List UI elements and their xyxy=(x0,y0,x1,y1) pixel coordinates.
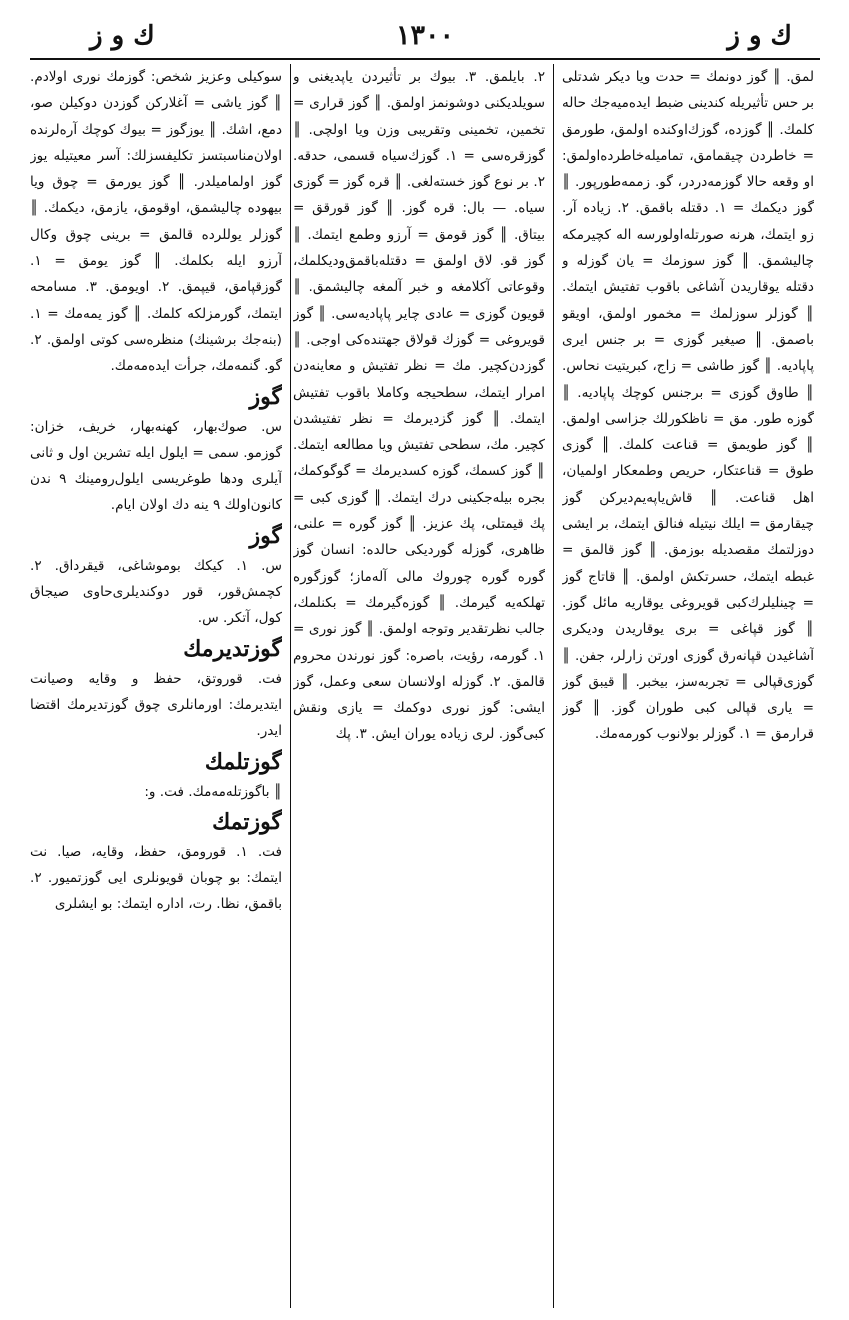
column-right-text: لمق. ║ گوز دونمك = حدت ویا دیکر شدتلی بر حس تأثیریله کندینی ضبط ایده‌میه‌جك حاله کلمك. ║ گوزده، گوزك‌اوکنده اولمق، طورمق = خاطردن چیقمامق، تمامیله‌خاطرده‌اولمق: او وقعه حالا گوزمه‌دردر، گو. زممه‌طورپور. ║ گوز دیکمك = ١. دقتله باقمق. ٢. زیاده آر. زو ایتمك، هرنه صورتله‌اولورسه اله کچیرمکه چالیشمق. ║ گوز سوزمك = یان گوزله و دقتله یوقاریدن آشاغی باقوب تفتیش ایتمك. ║ گوزلر سوزلمك = مخمور اولمق، اویقو باصمق. ║ صیغیر گوزی = بر جنس ایری پاپادیه. ║ گوز طاشی = زاج، کبریتیت نحاس. ║ طاوق گوزی = برجنس کوچك پاپادیه. ║ گوزه طور. مق = ناظکورلك جزاسی اولمق. ║ گوز طویمق = قناعت کلمك. ║ گوزی طوق = قناعتکار، حریص وطمعکار اولمیان، اهل قناعت. ║ قاش‌یاپه‌یم‌دیرکن گوز چیقارمق = ایلك نیتیله فنالق ایتمك، بر ایشی دوزلتمك مقصدیله بوزمق. ║ گوز قالمق = غبطه ایتمك، حسرتکش اولمق. ║ قاتاج گوز = چینلیلرك‌کبی قویروغی یوقاریه مائل گوز. ║ گوز قپاغی = بری یوقاریدن ودیکری آشاغیدن قپانه‌رق گوزی اورتن زارلر، جفن. ║ گوزی‌قپالی = تجربه‌سز، بیخبر. ║ قیبق گوز = یاری قپالی کبی طوران گوز. ║ گوز قرارمق = ١. گوزلر بولانوب کورمه‌مك. xyxy=(562,69,814,743)
column-left xyxy=(30,64,282,1304)
column-middle-text: ٢. بایلمق. ٣. بیوك بر تأثیردن یاپدیغنی و سویلدیکنی دوشونمز اولمق. ║ گوز قراری = تخمین، تخمینی وتقریبی وزن ویا اولچی. ║ گوزقره‌سی = ١. گوزك‌سیاه قسمی، حدقه. ٢. بر نوع گوز خسته‌لغی. ║ قره گوز = گوزی سیاه. — بال: قره گوز. ║ گوز قورقق = بیتاق. ║ گوز قومق = آرزو وطمع ایتمك. ║ گوز قو. لاق اولمق = دقتله‌باقمق‌ودیکلمك، وقوعاتی آکلامغه و خبر آلمغه چالیشمق. ║ قویون گوزی = عادی چایر پاپادیه‌سی. ║ گوز قویروغی = گوزك قولاق جهتنده‌کی اوجی. ║ گوزدن‌کچیر. مك = نظر تفتیش و معاینه‌دن امرار ایتمك، سطحیجه وکاملا باقوب تفتیش ایتمك. ║ گوز گزدیرمك = نظر تفتیشدن کچیر. مك، سطحی تفتیش ویا مطالعه ایتمك. ║ گوز کسمك، گوزه کسدیرمك = گوگوکمك، بجره بیله‌جکینی درك ایتمك. ║ گوزی کبی = پك قیمتلی، پك عزیز. ║ گوز گوره = علنی، ظاهری، گوزله گوردیکی حالده: انسان گوز گوره‌ گوره‌ چوروك مالی آلەماز؛ گوزگوره تهلکه‌یه گیرمك. ║ گوزه‌گیرمك = بکنلمك، جالب نظرتقدیر وتوجه اولمق. ║ گوز نوری = ١. گورمه، رؤیت، باصره: گوز نورندن محروم قالمق. ٢. گوزله اولانسان سعی وعمل، گوز ایشی: گوز نوری دوکمك = یازی ونقش کبی‌گوز. لری زیاده یوران ایش. ٣. پك xyxy=(293,69,545,743)
entry-headword: گوزتدیرمك xyxy=(183,635,282,662)
entry-definition: س. صوك‌بهار، کهنه‌بهار، خریف، خزان: گوزمو. سمی = ایلول ایله تشرین اول و ثانی آیلری ودها طوغریسی ایلول‌رومینك ٩ ندن کانون‌اولك ٩ ینه دك اولان ایام. xyxy=(30,418,282,514)
text-columns xyxy=(30,64,820,1310)
entry-headword: گوزتلمك xyxy=(204,748,282,775)
dictionary-entry xyxy=(30,521,282,632)
entry-definition: ║ باگوزتله‌مه‌مك. فت. و: xyxy=(144,783,282,800)
entry-headword: گوز xyxy=(249,383,282,410)
dictionary-entry xyxy=(30,807,282,918)
dictionary-entry xyxy=(30,382,282,519)
page-header xyxy=(30,18,820,58)
header-right-guide-letters: ك و ز xyxy=(727,21,792,51)
entry-definition: س. ١. کیکك بوموشاغی، قیقرداق. ٢. کچمش‌قور، قور دوکندیلری‌حاوی صیجاق کول، آتکر. س. xyxy=(30,557,282,627)
column-middle xyxy=(293,64,545,1304)
dictionary-entry xyxy=(30,747,282,805)
entry-headword: گوزتمك xyxy=(212,808,282,835)
column-left-text: سوکیلی وعزیز شخص: گوزمك نوری اولادم. ║ گوز یاشی = آغلارکن گوزدن دوکیلن صو، دمع، اشك. ║ یوزگوز = بیوك کوچك آره‌لرنده اولان‌مناسبتسز تکلیفسزلك: آسر معیتیله یوز گوز اولمامیلدر. ║ گوز یورمق = چوق ویا بیهوده چالیشمق، اوقومق، یازمق، دیکمك. ║ گوزلر یوللرده قالمق = برینی چوق وکال آرزو ایله بکلمك. ║ گوز یومق = ١. گوزقپامق، قیپمق. ٢. اویومق. ٣. مسامحه ایتمك، گورمزلکه کلمك. ║ گوز یمه‌مك = ١. (بنه‌جك برشینك) منظره‌سی کوتی اولمق. ٢. گو. گنمه‌مك، جرأت ایده‌مه‌مك. xyxy=(30,69,282,375)
column-right xyxy=(562,64,814,1304)
entry-headword: گوز xyxy=(249,522,282,549)
column-divider-left xyxy=(290,64,291,1308)
entry-definition: فت. ١. قورومق، حفظ، وقایه، صیا. نت ایتمك: بو چوبان قویونلری ایی گوزتمیور. ٢. باقمق، نظا. رت، اداره ایتمك: بو ایشلری xyxy=(30,843,282,913)
page-number: ١٣٠٠ xyxy=(395,20,455,51)
dictionary-entry xyxy=(30,634,282,745)
entry-definition: فت. قوروتق، حفظ و وقایه وصیانت ایتدیرمك: اورمانلری چوق گوزتدیرمك اقتضا ایدر. xyxy=(30,670,282,740)
header-rule xyxy=(30,58,820,60)
column-divider-right xyxy=(553,64,554,1308)
header-left-guide-letters: ك و ز xyxy=(90,21,155,51)
